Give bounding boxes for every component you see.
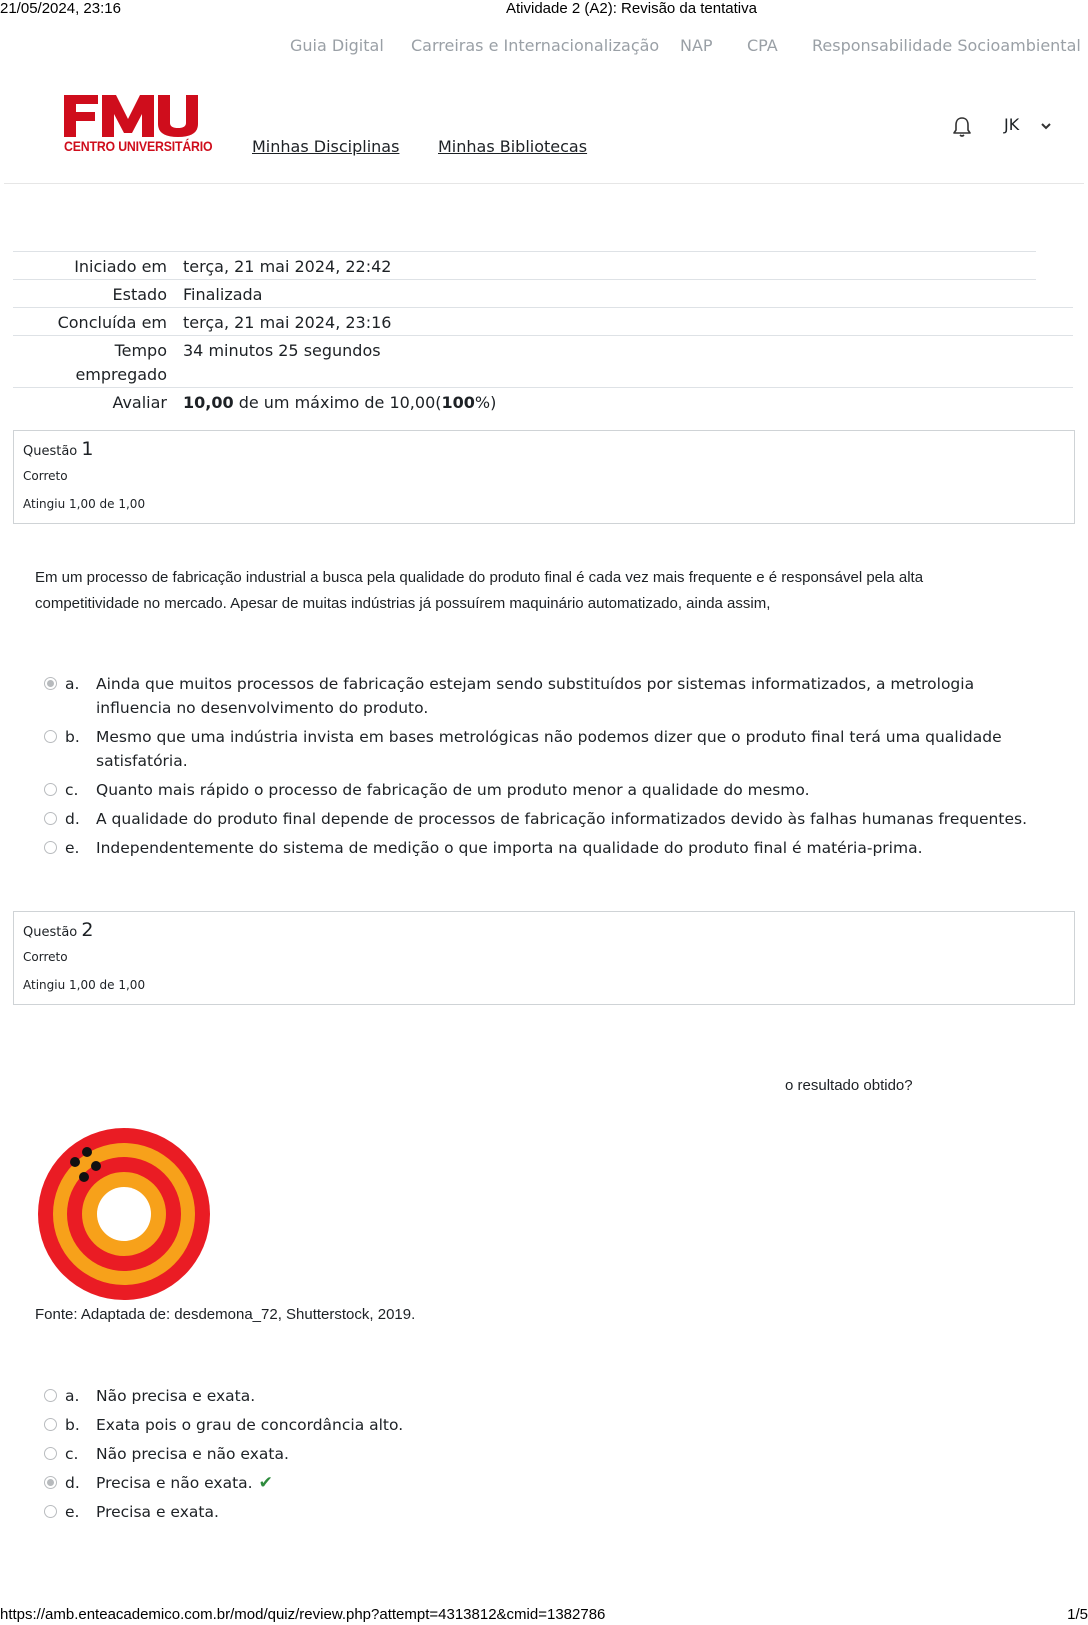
check-icon: ✔ bbox=[258, 1473, 273, 1493]
question-2-info bbox=[13, 911, 1075, 1005]
option-letter: e. bbox=[65, 1503, 80, 1521]
nav-minhas-bibliotecas[interactable]: Minhas Bibliotecas bbox=[438, 137, 588, 156]
summary-row-started bbox=[13, 251, 1036, 280]
option-text: Precisa e exata. bbox=[96, 1503, 219, 1521]
option-text: Quanto mais rápido o processo de fabricação de um produto menor a qualidade do mesmo. bbox=[96, 781, 810, 799]
grade-text-end: %) bbox=[474, 393, 497, 412]
radio-selected[interactable] bbox=[44, 1476, 57, 1489]
bell-icon[interactable] bbox=[952, 116, 972, 138]
summary-row-grade bbox=[13, 387, 1073, 418]
summary-row-time bbox=[13, 335, 1073, 388]
print-page-number: 1/5 bbox=[1067, 1606, 1088, 1623]
grade-percent: 100 bbox=[441, 393, 475, 412]
question-1-text bbox=[35, 565, 923, 617]
radio[interactable] bbox=[44, 1447, 57, 1460]
radio[interactable] bbox=[44, 1389, 57, 1402]
summary-value bbox=[183, 391, 496, 415]
option-text: A qualidade do produto final depende de processos de fabricação informatizados devido às falhas humanas frequentes. bbox=[96, 810, 1027, 828]
option-text: Precisa e não exata. ✔ bbox=[96, 1473, 273, 1493]
option-letter: b. bbox=[65, 1416, 80, 1434]
question-status: Correto bbox=[23, 950, 68, 964]
nav-minhas-disciplinas[interactable]: Minhas Disciplinas bbox=[252, 137, 400, 156]
option-text: Exata pois o grau de concordância alto. bbox=[96, 1416, 404, 1434]
radio[interactable] bbox=[44, 841, 57, 854]
option-letter: d. bbox=[65, 1474, 80, 1492]
summary-value: terça, 21 mai 2024, 23:16 bbox=[183, 313, 392, 332]
user-initials[interactable]: JK bbox=[1004, 115, 1020, 134]
chevron-down-icon[interactable] bbox=[1040, 121, 1052, 131]
print-page-title: Atividade 2 (A2): Revisão da tentativa bbox=[506, 0, 757, 17]
radio[interactable] bbox=[44, 1418, 57, 1431]
header-divider bbox=[4, 183, 1084, 184]
question-number: 2 bbox=[81, 919, 94, 941]
print-url: https://amb.enteacademico.com.br/mod/quiz/review.php?attempt=4313812&cmid=1382786 bbox=[0, 1606, 606, 1623]
summary-label: Tempo bbox=[114, 341, 167, 360]
image-source: Fonte: Adaptada de: desdemona_72, Shutterstock, 2019. bbox=[35, 1306, 416, 1323]
summary-label: Estado bbox=[112, 285, 167, 304]
radio[interactable] bbox=[44, 783, 57, 796]
option-text: Mesmo que uma indústria invista em bases metrológicas não podemos dizer que o produto final terá uma qualidade satisfatória. bbox=[96, 728, 1002, 770]
summary-label: Iniciado em bbox=[74, 257, 167, 276]
radio[interactable] bbox=[44, 1505, 57, 1518]
print-datetime: 21/05/2024, 23:16 bbox=[0, 0, 121, 17]
question-text-line: competitividade no mercado. Apesar de muitas indústrias já possuírem maquinário automatizado, ainda assim, bbox=[35, 595, 771, 612]
option-letter: b. bbox=[65, 728, 80, 746]
option-letter: a. bbox=[65, 1387, 80, 1405]
summary-row-state bbox=[13, 279, 1036, 308]
question-status: Correto bbox=[23, 469, 68, 483]
option-letter: a. bbox=[65, 675, 80, 693]
summary-label: empregado bbox=[75, 365, 167, 384]
radio[interactable] bbox=[44, 730, 57, 743]
option-text: Ainda que muitos processos de fabricação estejam sendo substituídos por sistemas informatizados, a metrologia influencia no desenvolvimento do produto. bbox=[96, 675, 975, 717]
top-nav-cpa[interactable]: CPA bbox=[747, 36, 778, 55]
option-letter: e. bbox=[65, 839, 80, 857]
question-label: Questão 1 bbox=[23, 438, 94, 460]
top-nav-carreiras[interactable]: Carreiras e Internacionalização bbox=[411, 36, 660, 55]
summary-value: Finalizada bbox=[183, 285, 263, 304]
summary-label: Concluída em bbox=[57, 313, 167, 332]
option-letter: c. bbox=[65, 1445, 79, 1463]
question-2-text: o resultado obtido? bbox=[785, 1077, 913, 1094]
question-1-info bbox=[13, 430, 1075, 524]
target-image bbox=[38, 1128, 210, 1300]
fmu-logo[interactable] bbox=[64, 95, 202, 137]
summary-value: 34 minutos 25 segundos bbox=[183, 341, 381, 360]
option-text: Não precisa e não exata. bbox=[96, 1445, 289, 1463]
logo-subtitle: CENTRO UNIVERSITÁRIO bbox=[64, 138, 213, 154]
option-text: Independentemente do sistema de medição o que importa na qualidade do produto final é matéria-prima. bbox=[96, 839, 923, 857]
question-mark: Atingiu 1,00 de 1,00 bbox=[23, 497, 146, 511]
question-text-line: Em um processo de fabricação industrial a busca pela qualidade do produto final é cada vez mais frequente e é responsável pela alta bbox=[35, 569, 924, 586]
summary-value: terça, 21 mai 2024, 22:42 bbox=[183, 257, 392, 276]
summary-row-completed bbox=[13, 307, 1073, 336]
grade-score: 10,00 bbox=[183, 393, 234, 412]
radio[interactable] bbox=[44, 812, 57, 825]
top-nav-responsabilidade[interactable]: Responsabilidade Socioambiental bbox=[812, 36, 1081, 55]
summary-label: Avaliar bbox=[112, 393, 167, 412]
option-text: Não precisa e exata. bbox=[96, 1387, 256, 1405]
question-mark: Atingiu 1,00 de 1,00 bbox=[23, 978, 146, 992]
option-letter: c. bbox=[65, 781, 79, 799]
radio-selected[interactable] bbox=[44, 677, 57, 690]
option-letter: d. bbox=[65, 810, 80, 828]
grade-text: de um máximo de 10,00( bbox=[233, 393, 442, 412]
top-nav-guia-digital[interactable]: Guia Digital bbox=[290, 36, 384, 55]
top-nav-nap[interactable]: NAP bbox=[680, 36, 713, 55]
question-number: 1 bbox=[81, 438, 94, 460]
question-label: Questão 2 bbox=[23, 919, 94, 941]
